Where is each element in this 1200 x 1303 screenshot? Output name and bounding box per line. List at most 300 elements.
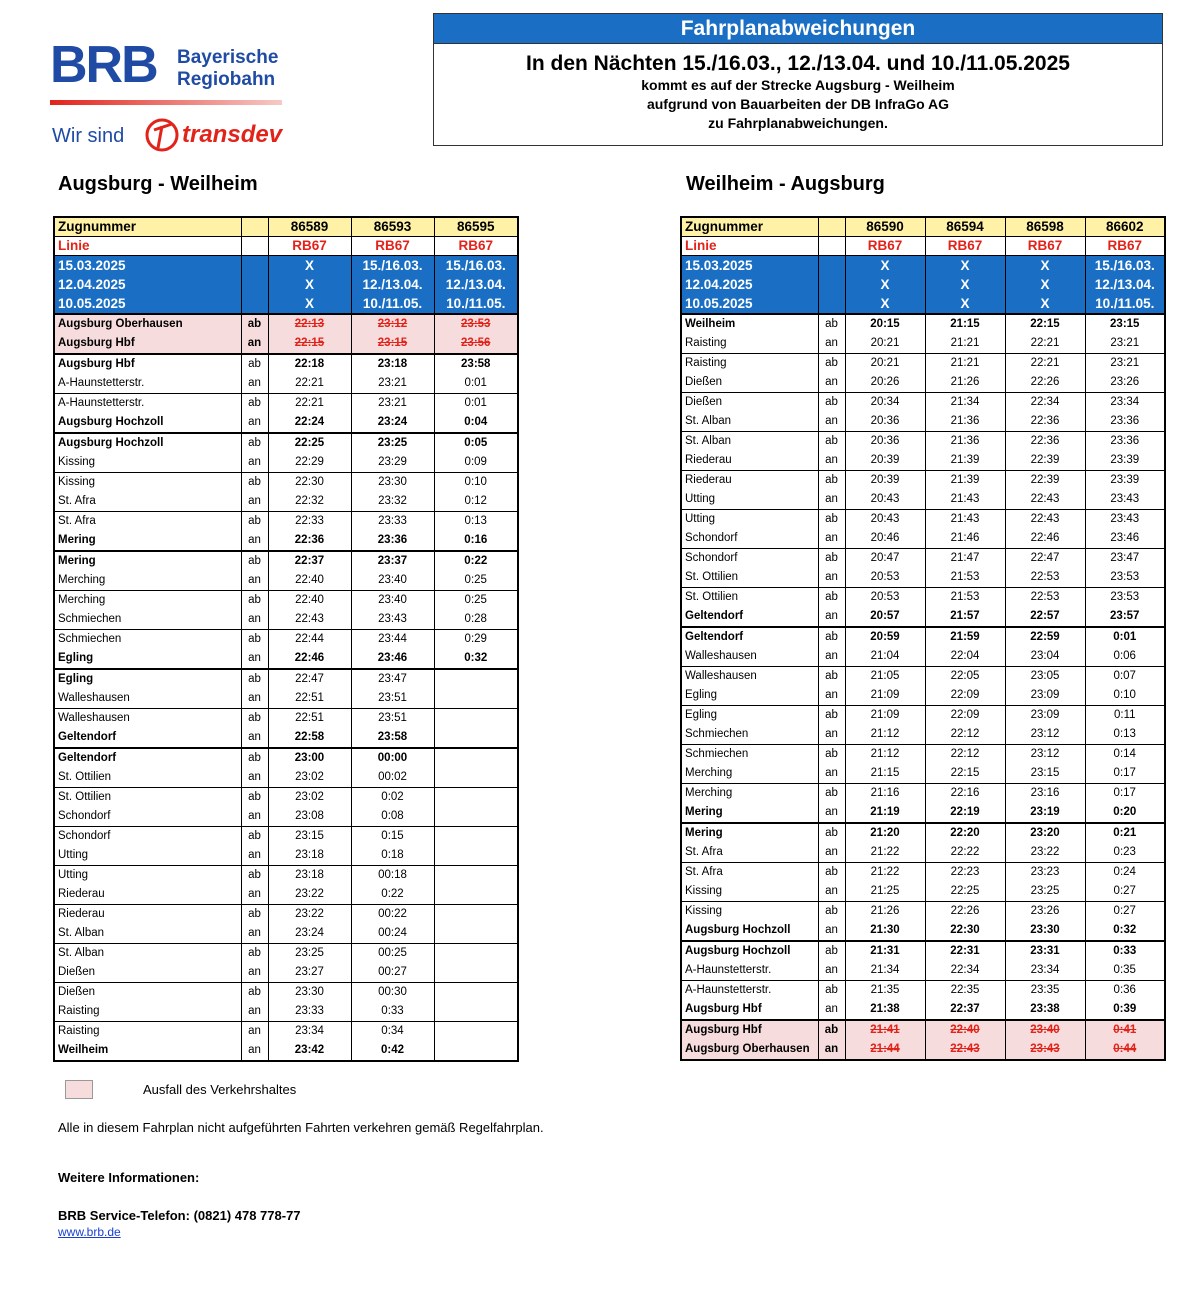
arr-dep-marker: an [241,1021,268,1041]
stop-time: 22:44 [268,629,351,649]
stop-time: 21:57 [925,607,1005,627]
station-name: Dießen [681,373,818,393]
stop-time: 21:43 [925,490,1005,510]
arr-dep-marker: ab [241,982,268,1002]
service-date: 15.03.2025 [681,256,818,275]
station-name: Schondorf [681,548,818,568]
arr-dep-marker: ab [241,590,268,610]
train-number: 86598 [1005,217,1085,237]
station-name: Augsburg Hbf [681,1020,818,1040]
stop-time: 20:15 [845,314,925,334]
info-title: Weitere Informationen: [58,1170,200,1185]
service-phone: BRB Service-Telefon: (0821) 478 778-77 [58,1208,301,1223]
station-name: Egling [681,705,818,725]
stop-time [434,708,518,728]
arr-dep-marker: an [241,1041,268,1061]
stop-time: 23:30 [1005,921,1085,941]
stop-time: 23:46 [351,649,434,669]
stop-row [54,689,518,709]
arr-dep-marker: ab [241,551,268,571]
stop-row [681,373,1165,393]
station-name: St. Alban [681,412,818,432]
stop-time: 00:24 [351,924,434,944]
stop-time: 23:22 [268,904,351,924]
stop-row [54,393,518,413]
station-name: Utting [54,846,241,866]
stop-time: 22:30 [268,472,351,492]
stop-time: 21:20 [845,823,925,843]
stop-time: 00:22 [351,904,434,924]
timetable-augsburg-weilheim [53,216,519,1062]
stop-time: 22:40 [925,1020,1005,1040]
arr-dep-marker: ab [818,1020,845,1040]
stop-row [54,669,518,689]
station-name: Raisting [54,1021,241,1041]
train-number-row [681,217,1165,237]
stop-row [681,725,1165,745]
stop-time: 20:53 [845,568,925,588]
stop-row [681,823,1165,843]
station-name: Egling [54,649,241,669]
arr-dep-marker: an [818,334,845,354]
line-name: RB67 [845,237,925,256]
stop-row [681,412,1165,432]
stop-time: 22:36 [1005,431,1085,451]
date-applicability: 12./13.04. [1085,275,1165,294]
station-name: Egling [681,686,818,706]
stop-time: 20:59 [845,627,925,647]
transdev-figure-icon [154,124,172,148]
stop-time: 21:34 [925,392,1005,412]
arr-dep-marker: an [818,764,845,784]
arr-dep-marker: an [241,413,268,433]
station-name: St. Afra [681,862,818,882]
stop-time: 23:44 [351,629,434,649]
stop-row [681,862,1165,882]
stop-time: 0:21 [1085,823,1165,843]
station-name: St. Ottilien [54,787,241,807]
station-name: Dießen [681,392,818,412]
arr-dep-marker: an [241,334,268,354]
stop-time [434,787,518,807]
stop-time: 23:22 [1005,843,1085,863]
stop-time: 0:16 [434,531,518,551]
stop-row [54,1041,518,1061]
stop-time: 0:33 [351,1002,434,1022]
arr-dep-marker: an [241,649,268,669]
stop-row [54,453,518,473]
train-number: 86589 [268,217,351,237]
station-name: Dießen [54,982,241,1002]
date-applicability: 10./11.05. [351,294,434,313]
stop-row [54,748,518,768]
stop-time: 23:36 [1085,431,1165,451]
stop-time: 0:08 [351,807,434,827]
arr-dep-marker: an [818,1040,845,1060]
line-name: RB67 [351,237,434,256]
service-date: 12.04.2025 [54,275,241,294]
header-sub-2: aufgrund von Bauarbeiten der DB InfraGo AG [646,96,950,112]
stop-row [54,885,518,905]
station-name: Egling [54,669,241,689]
arr-dep-marker: ab [241,904,268,924]
stop-time: 21:25 [845,882,925,902]
arr-dep-marker: an [818,529,845,549]
stop-time: 23:19 [1005,803,1085,823]
arr-dep-marker: an [241,689,268,709]
stop-time: 21:39 [925,470,1005,490]
stop-row [681,587,1165,607]
stop-row [54,963,518,983]
station-name: Augsburg Hochzoll [54,433,241,453]
stop-row [681,451,1165,471]
date-row [54,294,518,313]
arr-dep-marker: ab [818,548,845,568]
date-applicability: 10./11.05. [434,294,518,313]
stop-time: 0:13 [1085,725,1165,745]
stop-time: 22:43 [1005,490,1085,510]
stop-time: 0:27 [1085,901,1165,921]
stop-row [54,982,518,1002]
date-applicability: X [925,294,1005,313]
date-applicability: X [268,294,351,313]
stop-row [681,529,1165,549]
stop-time: 22:18 [268,354,351,374]
stop-time: 22:23 [925,862,1005,882]
stop-time: 23:47 [1085,548,1165,568]
date-applicability: 15./16.03. [1085,256,1165,275]
stop-row [681,803,1165,823]
stop-time: 23:24 [351,413,434,433]
station-name: Schondorf [681,529,818,549]
stop-row [681,490,1165,510]
stop-time: 23:24 [268,924,351,944]
date-applicability: X [1005,256,1085,275]
arr-dep-marker: ab [818,392,845,412]
arr-dep-marker: an [818,647,845,667]
stop-time: 23:51 [351,689,434,709]
station-name: Augsburg Hbf [54,354,241,374]
header-title: Fahrplanabweichungen [434,14,1162,44]
arr-dep-marker: an [241,885,268,905]
stop-row [54,354,518,374]
stop-row [681,921,1165,941]
stop-row [681,1040,1165,1060]
stop-time: 22:57 [1005,607,1085,627]
deviation-header [433,13,1163,146]
stop-time: 21:41 [845,1020,925,1040]
station-name: St. Afra [54,492,241,512]
stop-time: 21:38 [845,1000,925,1020]
stop-time: 22:34 [925,961,1005,981]
stop-time [434,807,518,827]
station-name: St. Alban [54,924,241,944]
stop-time: 22:20 [925,823,1005,843]
station-name: Raisting [681,334,818,354]
stop-time [434,669,518,689]
stop-time: 23:32 [351,492,434,512]
arr-dep-marker: ab [241,943,268,963]
date-row [54,275,518,294]
station-name: Kissing [54,472,241,492]
arr-dep-marker: ab [241,393,268,413]
station-name: Riederau [681,470,818,490]
arr-dep-marker: an [241,963,268,983]
arr-dep-marker: an [241,1002,268,1022]
line-name: RB67 [925,237,1005,256]
arr-dep-marker: ab [818,587,845,607]
stop-time: 22:43 [268,610,351,630]
stop-row [681,882,1165,902]
stop-time [434,904,518,924]
arr-dep-marker: ab [818,901,845,921]
stop-time: 0:04 [434,413,518,433]
stop-time: 0:01 [434,374,518,394]
stop-time: 20:21 [845,353,925,373]
stop-time: 21:35 [845,980,925,1000]
station-name: Mering [54,531,241,551]
station-name: Geltendorf [681,607,818,627]
stop-time: 20:36 [845,412,925,432]
stop-row [54,904,518,924]
stop-time: 23:38 [1005,1000,1085,1020]
stop-time: 22:46 [1005,529,1085,549]
service-date: 12.04.2025 [681,275,818,294]
stop-time [434,1002,518,1022]
stop-time: 21:15 [925,314,1005,334]
stop-time: 0:13 [434,511,518,531]
train-number-label: Zugnummer [54,217,241,237]
date-row [54,256,518,275]
stop-time: 0:06 [1085,647,1165,667]
stop-time: 22:58 [268,728,351,748]
stop-time: 23:04 [1005,647,1085,667]
stop-time: 0:05 [434,433,518,453]
stop-row [54,865,518,885]
arr-dep-marker: an [241,846,268,866]
station-name: A-Haunstetterstr. [54,374,241,394]
train-number: 86595 [434,217,518,237]
station-name: Schmiechen [681,725,818,745]
timetable-weilheim-augsburg [680,216,1166,1061]
line-row [681,237,1165,256]
station-name: Mering [681,823,818,843]
stop-row [54,610,518,630]
stop-time [434,924,518,944]
stop-time: 0:34 [351,1021,434,1041]
station-name: A-Haunstetterstr. [54,393,241,413]
stop-row [681,647,1165,667]
line-name: RB67 [1005,237,1085,256]
stop-time: 20:34 [845,392,925,412]
spacer-cell [818,217,845,237]
arr-dep-marker: an [241,728,268,748]
arr-dep-marker: an [241,453,268,473]
stop-row [54,629,518,649]
spacer-cell [818,237,845,256]
arr-dep-marker: an [818,921,845,941]
station-name: Utting [681,490,818,510]
stop-row [54,590,518,610]
stop-row [681,961,1165,981]
station-name: Schmiechen [681,744,818,764]
stop-time: 0:41 [1085,1020,1165,1040]
stop-time: 0:42 [351,1041,434,1061]
station-name: Raisting [681,353,818,373]
stop-time: 21:44 [845,1040,925,1060]
logo-partner: transdev [182,121,283,148]
stop-time: 0:32 [434,649,518,669]
stop-time: 22:21 [268,374,351,394]
stop-time: 22:13 [268,314,351,334]
stop-time: 23:35 [1005,980,1085,1000]
stop-time: 21:53 [925,587,1005,607]
stop-time: 23:58 [351,728,434,748]
stop-time: 23:37 [351,551,434,571]
arr-dep-marker: ab [818,862,845,882]
service-date: 10.05.2025 [681,294,818,313]
stop-time: 20:43 [845,490,925,510]
spacer-cell [241,275,268,294]
stop-time: 23:53 [434,314,518,334]
stop-time: 0:39 [1085,1000,1165,1020]
stop-time: 23:26 [1005,901,1085,921]
stop-time: 22:51 [268,708,351,728]
stop-time: 22:25 [268,433,351,453]
arr-dep-marker: an [818,882,845,902]
stop-time: 0:28 [434,610,518,630]
stop-time: 0:36 [1085,980,1165,1000]
stop-time: 23:39 [1085,470,1165,490]
stop-time: 23:21 [1085,353,1165,373]
stop-time: 0:01 [1085,627,1165,647]
arr-dep-marker: ab [818,470,845,490]
stop-time: 0:32 [1085,921,1165,941]
stop-time: 23:09 [1005,686,1085,706]
stop-time: 21:47 [925,548,1005,568]
stop-time: 22:46 [268,649,351,669]
stop-row [681,470,1165,490]
arr-dep-marker: ab [241,433,268,453]
stop-time: 21:04 [845,647,925,667]
stop-time: 22:36 [1005,412,1085,432]
stop-time: 00:25 [351,943,434,963]
stop-time: 23:25 [351,433,434,453]
stop-time: 21:12 [845,744,925,764]
stop-time: 23:18 [268,865,351,885]
date-applicability: X [268,256,351,275]
stop-time: 22:34 [1005,392,1085,412]
stop-time [434,728,518,748]
stop-time: 23:15 [1085,314,1165,334]
stop-time: 23:40 [351,590,434,610]
stop-row [681,568,1165,588]
date-applicability: 15./16.03. [351,256,434,275]
stop-row [54,807,518,827]
stop-row [54,413,518,433]
stop-time: 21:21 [925,334,1005,354]
arr-dep-marker: an [818,803,845,823]
date-row [681,256,1165,275]
stop-time: 22:05 [925,666,1005,686]
arr-dep-marker: an [241,768,268,788]
stop-time [434,982,518,1002]
stop-time [434,748,518,768]
stop-row [681,431,1165,451]
stop-time [434,1021,518,1041]
arr-dep-marker: ab [241,511,268,531]
stop-row [54,1002,518,1022]
stop-time: 21:59 [925,627,1005,647]
stop-row [681,843,1165,863]
stop-time: 22:39 [1005,451,1085,471]
stop-row [681,941,1165,961]
stop-time: 20:21 [845,334,925,354]
stop-time: 23:57 [1085,607,1165,627]
stop-time: 0:15 [351,826,434,846]
train-number: 86590 [845,217,925,237]
logo-name-2: Regiobahn [177,69,276,90]
arr-dep-marker: ab [241,354,268,374]
stop-time: 22:36 [268,531,351,551]
station-name: Geltendorf [681,627,818,647]
station-name: St. Ottilien [681,568,818,588]
stop-time: 23:12 [1005,725,1085,745]
header-main: In den Nächten 15./16.03., 12./13.04. und 10./11.05.2025 [526,52,1070,75]
arr-dep-marker: ab [818,705,845,725]
station-name: St. Afra [54,511,241,531]
stop-time: 23:36 [351,531,434,551]
spacer-cell [241,217,268,237]
line-name: RB67 [268,237,351,256]
logo-stripe [50,100,282,105]
stop-time: 23:15 [351,334,434,354]
spacer-cell [818,294,845,313]
stop-time: 23:25 [268,943,351,963]
date-applicability: X [1005,275,1085,294]
stop-row [681,334,1165,354]
arr-dep-marker: an [241,610,268,630]
website-link[interactable]: www.brb.de [58,1225,121,1239]
stop-time: 22:53 [1005,587,1085,607]
stop-time: 23:02 [268,787,351,807]
stop-row [54,551,518,571]
stop-time: 23:34 [1005,961,1085,981]
stop-time: 23:43 [351,610,434,630]
stop-time: 22:29 [268,453,351,473]
arr-dep-marker: ab [241,748,268,768]
stop-time: 23:43 [1085,509,1165,529]
stop-time: 22:53 [1005,568,1085,588]
arr-dep-marker: an [818,412,845,432]
arr-dep-marker: ab [241,314,268,334]
stop-time: 0:12 [434,492,518,512]
station-name: Riederau [54,885,241,905]
stop-time: 21:39 [925,451,1005,471]
stop-time: 22:47 [1005,548,1085,568]
arr-dep-marker: an [818,490,845,510]
stop-time: 21:12 [845,725,925,745]
stop-time: 0:14 [1085,744,1165,764]
stop-time: 23:46 [1085,529,1165,549]
stop-time: 22:26 [925,901,1005,921]
stop-time: 20:57 [845,607,925,627]
stop-time: 22:39 [1005,470,1085,490]
stop-row [54,334,518,354]
stop-time: 22:19 [925,803,1005,823]
station-name: Walleshausen [681,647,818,667]
stop-time: 20:53 [845,587,925,607]
